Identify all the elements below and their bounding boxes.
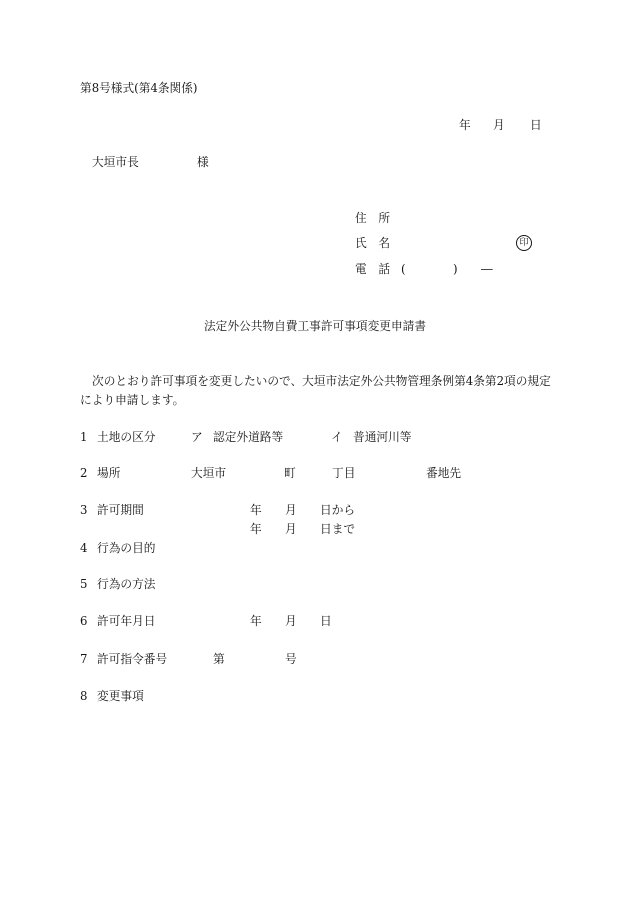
permit-date-month: 月 — [285, 614, 297, 628]
form-number: 第8号様式(第4条関係) — [80, 81, 198, 95]
address-label: 住 所 — [355, 211, 391, 225]
location-chome-suffix: 丁目 — [332, 466, 356, 480]
period-from-month: 月 — [285, 503, 297, 517]
addressee-name: 大垣市長 — [92, 155, 139, 169]
permit-date-day: 日 — [320, 614, 332, 628]
document-title: 法定外公共物自費工事許可事項変更申請書 — [203, 319, 427, 333]
item-label: 変更事項 — [97, 689, 144, 703]
item-label: 許可年月日 — [97, 614, 156, 628]
phone-label: 電 話 — [355, 262, 391, 276]
period-from-year: 年 — [250, 503, 262, 517]
item-number: 3 — [80, 503, 88, 517]
period-from-day: 日から — [320, 503, 356, 517]
item-label: 行為の目的 — [97, 541, 156, 555]
option-mark-a: ア — [191, 430, 203, 444]
addressee-honorific: 様 — [197, 155, 209, 169]
item-label: 行為の方法 — [97, 577, 156, 591]
item-number: 1 — [80, 430, 88, 444]
period-to-year: 年 — [250, 522, 262, 536]
date-month-label: 月 — [493, 118, 505, 132]
item-number: 2 — [80, 466, 88, 480]
item-label: 許可指令番号 — [97, 652, 168, 666]
item-number: 5 — [80, 577, 88, 591]
permit-date-year: 年 — [250, 614, 262, 628]
item-number: 4 — [80, 541, 88, 555]
option-text-unrecognized-road: 認定外道路等 — [213, 430, 284, 444]
order-number-suffix: 号 — [285, 652, 297, 666]
item-label: 場所 — [97, 466, 121, 480]
location-town-suffix: 町 — [284, 466, 296, 480]
order-number-prefix: 第 — [213, 652, 225, 666]
item-label: 土地の区分 — [97, 430, 156, 444]
phone-open-paren: ( — [401, 262, 406, 276]
date-year-label: 年 — [459, 118, 471, 132]
body-line-2: により申請します。 — [80, 393, 185, 407]
option-text-ordinary-river: 普通河川等 — [353, 430, 412, 444]
item-number: 7 — [80, 652, 88, 666]
phone-close-paren: ) — [453, 262, 458, 276]
item-number: 6 — [80, 614, 88, 628]
item-number: 8 — [80, 689, 88, 703]
location-city: 大垣市 — [191, 466, 227, 480]
period-to-month: 月 — [285, 522, 297, 536]
body-line-1: 次のとおり許可事項を変更したいので、大垣市法定外公共物管理条例第4条第2項の規定 — [92, 374, 551, 388]
seal-mark: 印 — [516, 235, 532, 251]
date-day-label: 日 — [530, 118, 542, 132]
option-mark-i: イ — [331, 430, 343, 444]
period-to-day: 日まで — [320, 522, 356, 536]
item-label: 許可期間 — [97, 503, 144, 517]
phone-dash: ― — [481, 262, 493, 276]
name-label: 氏 名 — [355, 236, 391, 250]
location-banchi-suffix: 番地先 — [426, 466, 462, 480]
